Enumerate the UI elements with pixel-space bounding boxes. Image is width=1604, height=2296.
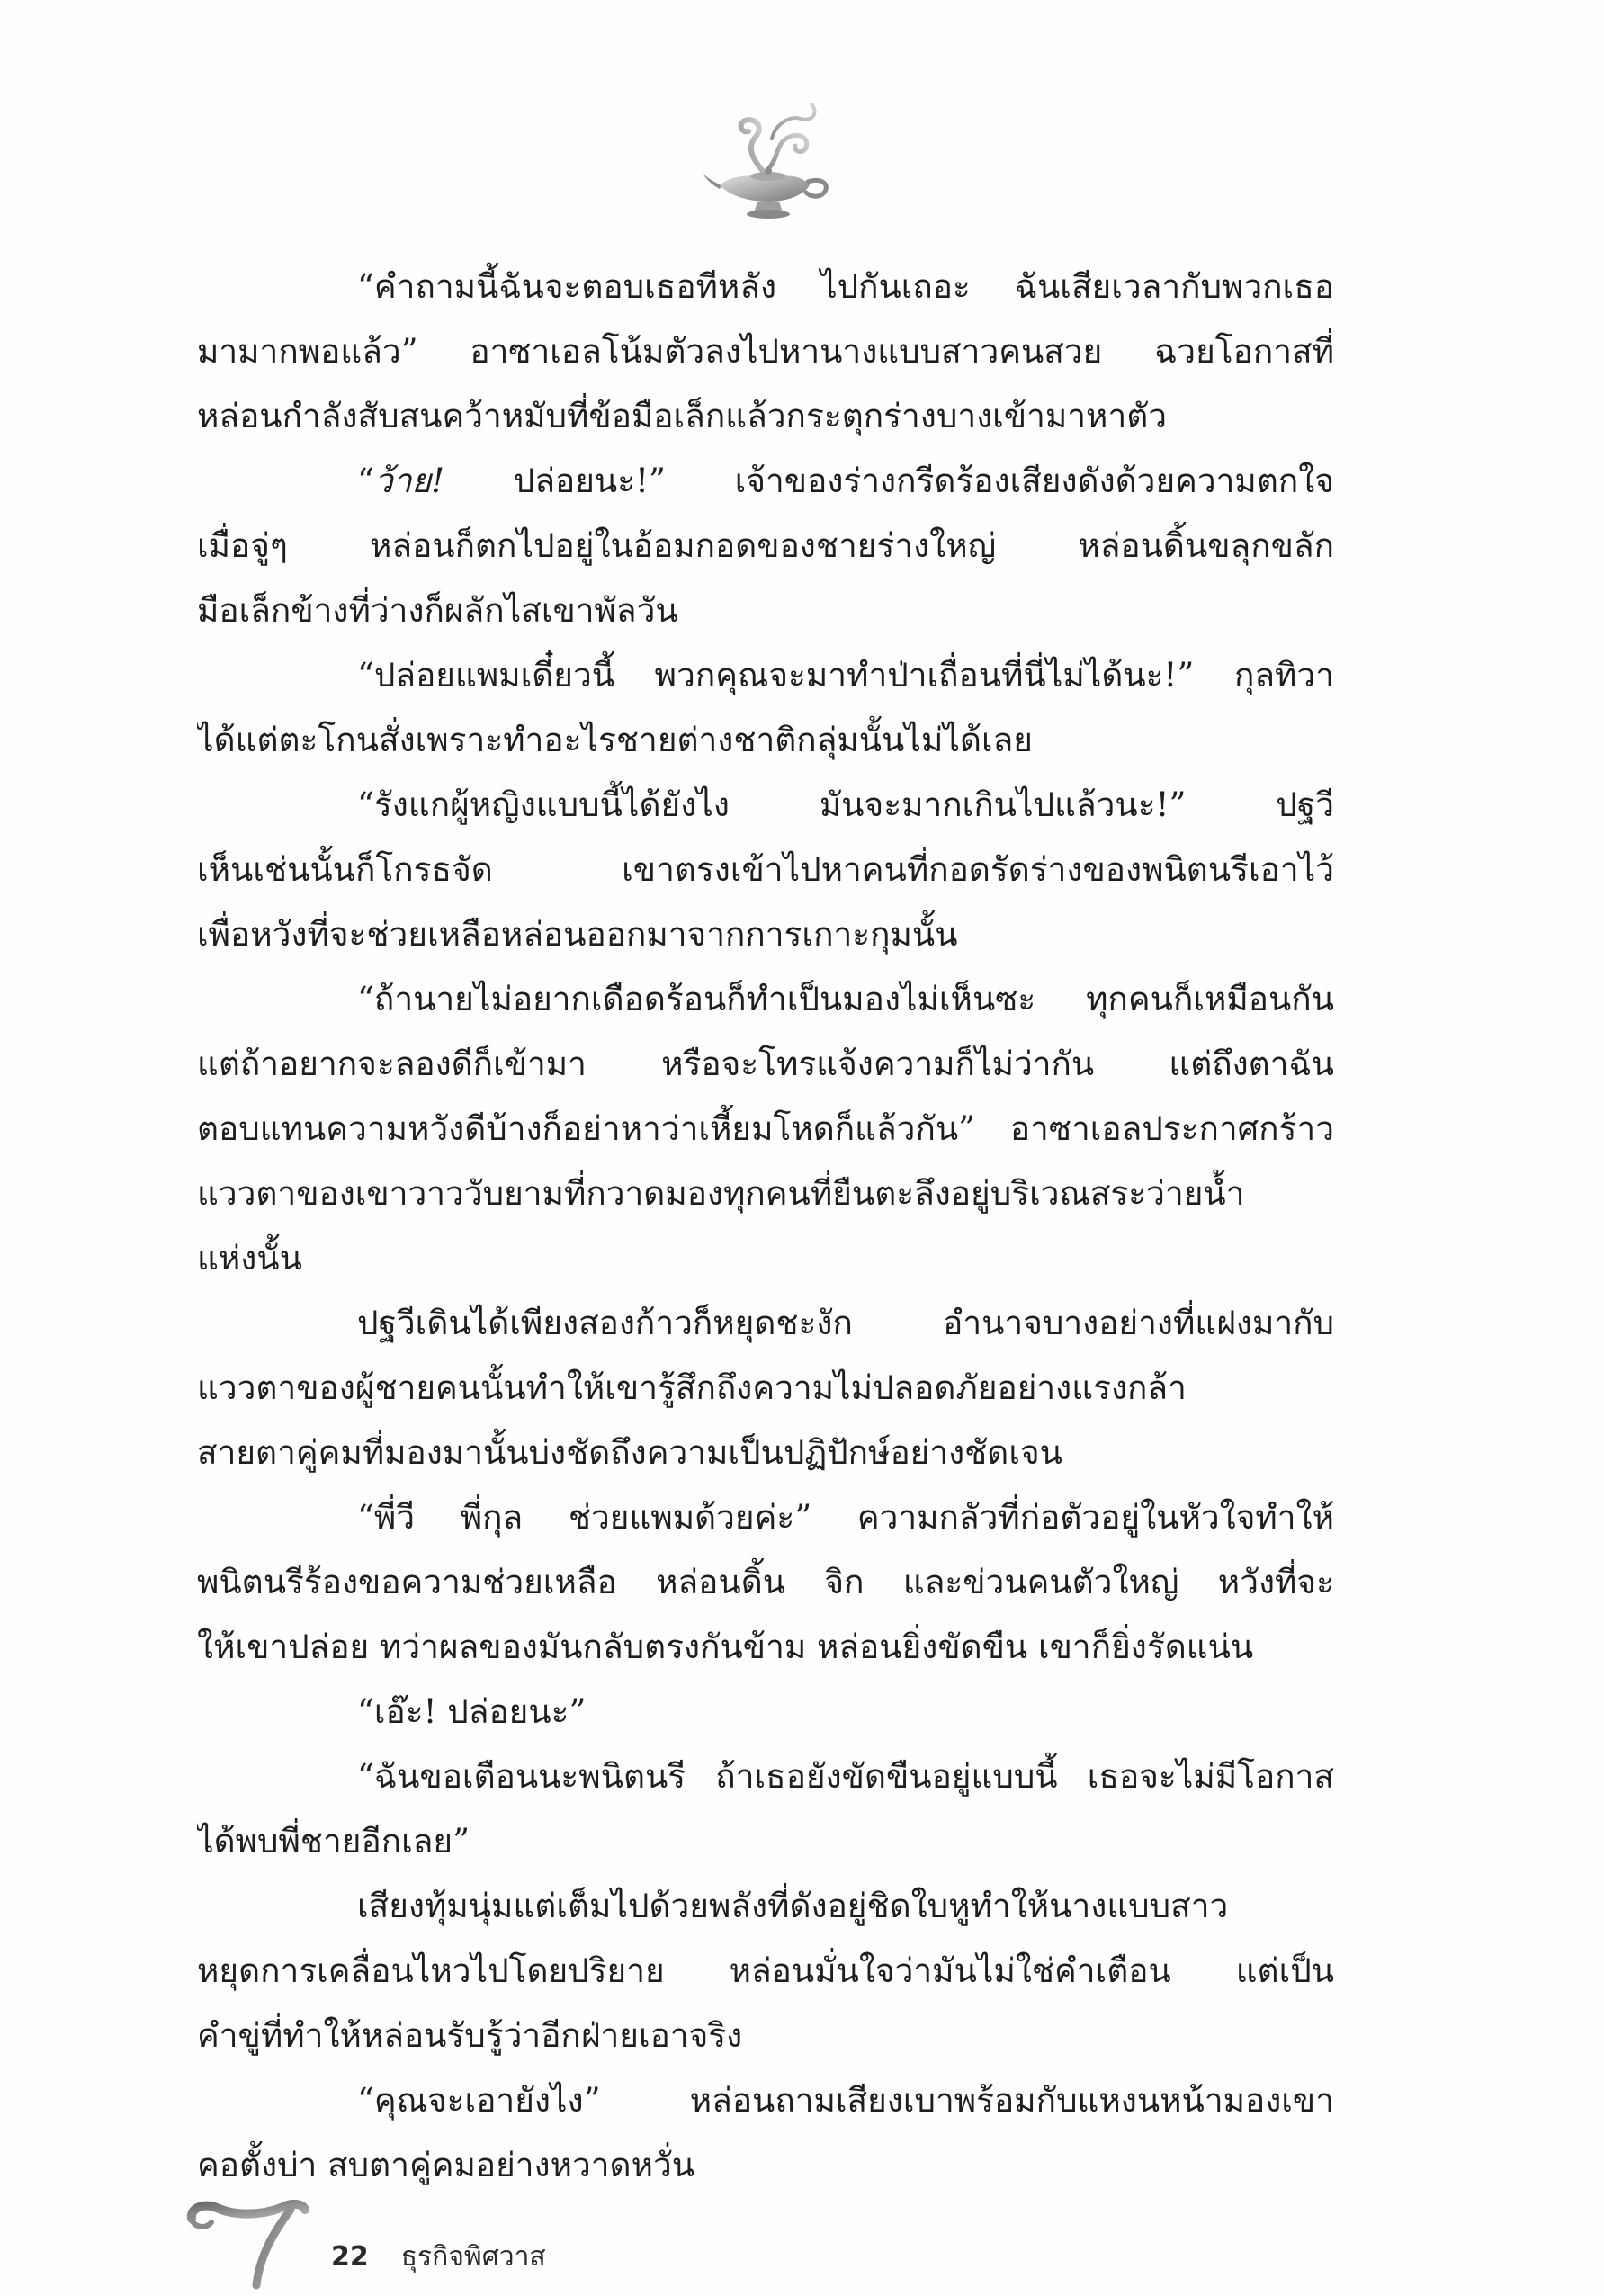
text-line: “พี่วี พี่กุล ช่วยแพมด้วยค่ะ” ความกลัวที่ก่อตัวอยู่ในหัวใจทำให้ (357, 1498, 1334, 1537)
text-line (197, 449, 1334, 514)
page-footer (331, 2238, 546, 2276)
text-line: เสียงทุ้มนุ่มแต่เต็มไปด้วยพลังที่ดังอยู่ชิดใบหูทำให้นางแบบสาว (357, 1887, 1229, 1925)
text-line: พนิตนรีร้องขอความช่วยเหลือ หล่อนดิ้น จิก และข่วนคนตัวใหญ่ หวังที่จะ (197, 1563, 1334, 1601)
line-continuation: ปล่อยนะ!” เจ้าของร่างกรีดร้องเสียงดังด้วยความตกใจ (444, 462, 1334, 500)
chapter-text (197, 255, 1334, 2198)
paragraph (197, 967, 1334, 1291)
emphasis-text: ว้าย! (373, 462, 445, 500)
paragraph (197, 773, 1334, 967)
text-line: สายตาคู่คมที่มองมานั้นบ่งชัดถึงความเป็นปฏิปักษ์อย่างชัดเจน (197, 1433, 1062, 1472)
text-line: ได้แต่ตะโกนสั่งเพราะทำอะไรชายต่างชาติกลุ่มนั้นไม่ได้เลย (197, 721, 1033, 759)
text-line: “ถ้านายไม่อยากเดือดร้อนก็ทำเป็นมองไม่เห็นซะ ทุกคนก็เหมือนกัน (357, 980, 1334, 1018)
text-line: ตอบแทนความหวังดีบ้างก็อย่าหาว่าเหี้ยมโหดก็แล้วกัน” อาซาเอลประกาศกร้าว (197, 1109, 1334, 1148)
paragraph (197, 643, 1334, 773)
text-line: “คำถามนี้ฉันจะตอบเธอทีหลัง ไปกันเถอะ ฉันเสียเวลากับพวกเธอ (357, 267, 1334, 306)
smoke-icon (741, 104, 815, 171)
text-line: ให้เขาปล่อย ทว่าผลของมันกลับตรงกันข้าม หล่อนยิ่งขัดขืน เขาก็ยิ่งรัดแน่น (197, 1628, 1254, 1666)
paragraph (197, 1744, 1334, 1874)
text-line: มือเล็กข้างที่ว่างก็ผลักไสเขาพัลวัน (197, 591, 678, 630)
text-line: เมื่อจู่ๆ หล่อนก็ตกไปอยู่ในอ้อมกอดของชายร่างใหญ่ หล่อนดิ้นขลุกขลัก (197, 526, 1334, 565)
text-line: มามากพอแล้ว” อาซาเอลโน้มตัวลงไปหานางแบบสาวคนสวย ฉวยโอกาสที่ (197, 332, 1334, 371)
paragraph (197, 449, 1334, 643)
paragraph (197, 2068, 1334, 2198)
text-line: ได้พบพี่ชายอีกเลย” (197, 1822, 470, 1861)
text-line: “คุณจะเอายังไง” หล่อนถามเสียงเบาพร้อมกับแหงนหน้ามองเขา (357, 2081, 1334, 2120)
paragraph (197, 1485, 1334, 1680)
text-line: คอตั้งบ่า สบตาคู่คมอย่างหวาดหวั่น (197, 2146, 695, 2184)
paragraph (197, 1874, 1334, 2068)
page-number: 22 (331, 2241, 369, 2273)
text-line: แววตาของผู้ชายคนนั้นทำให้เขารู้สึกถึงความไม่ปลอดภัยอย่างแรงกล้า (197, 1368, 1187, 1407)
text-line: คำขู่ที่ทำให้หล่อนรับรู้ว่าอีกฝ่ายเอาจริง (197, 2016, 743, 2055)
text-line: ปฐวีเดินได้เพียงสองก้าวก็หยุดชะงัก อำนาจบางอย่างที่แฝงมากับ (357, 1304, 1334, 1342)
paragraph (197, 1680, 1334, 1744)
text-line: เห็นเช่นนั้นก็โกรธจัด เขาตรงเข้าไปหาคนที่กอดรัดร่างของพนิตนรีเอาไว้ (197, 850, 1334, 889)
paragraph (197, 255, 1334, 449)
text-line: เพื่อหวังที่จะช่วยเหลือหล่อนออกมาจากการเกาะกุมนั้น (197, 915, 958, 954)
book-title: ธุรกิจพิศวาส (400, 2241, 546, 2273)
text-line: หยุดการเคลื่อนไหวไปโดยปริยาย หล่อนมั่นใจว่ามันไม่ใช่คำเตือน แต่เป็น (197, 1951, 1334, 1990)
text-line: แต่ถ้าอยากจะลองดีก็เข้ามา หรือจะโทรแจ้งความก็ไม่ว่ากัน แต่ถึงตาฉัน (197, 1045, 1334, 1083)
text-line: “ปล่อยแพมเดี๋ยวนี้ พวกคุณจะมาทำป่าเถื่อนที่นี่ไม่ได้นะ!” กุลทิวา (357, 656, 1334, 695)
text-line: แห่งนั้น (197, 1239, 302, 1278)
text-line: แววตาของเขาวาววับยามที่กวาดมองทุกคนที่ยืนตะลึงอยู่บริเวณสระว่ายน้ำ (197, 1174, 1245, 1213)
text-line: “ฉันขอเตือนนะพนิตนรี ถ้าเธอยังขัดขืนอยู่แบบนี้ เธอจะไม่มีโอกาส (357, 1757, 1334, 1796)
lamp-body-icon (702, 167, 826, 219)
text-line: “รังแกผู้หญิงแบบนี้ได้ยังไง มันจะมากเกินไปแล้วนะ!” ปฐวี (357, 785, 1334, 824)
genie-lamp-icon (700, 97, 835, 232)
paragraph (197, 1291, 1334, 1485)
brush-swirl-icon (184, 2195, 310, 2292)
quote-open: “ (357, 462, 374, 500)
text-line: “เอ๊ะ! ปล่อยนะ” (357, 1692, 587, 1731)
text-line: หล่อนกำลังสับสนคว้าหมับที่ข้อมือเล็กแล้วกระตุกร่างบางเข้ามาหาตัว (197, 397, 1168, 435)
